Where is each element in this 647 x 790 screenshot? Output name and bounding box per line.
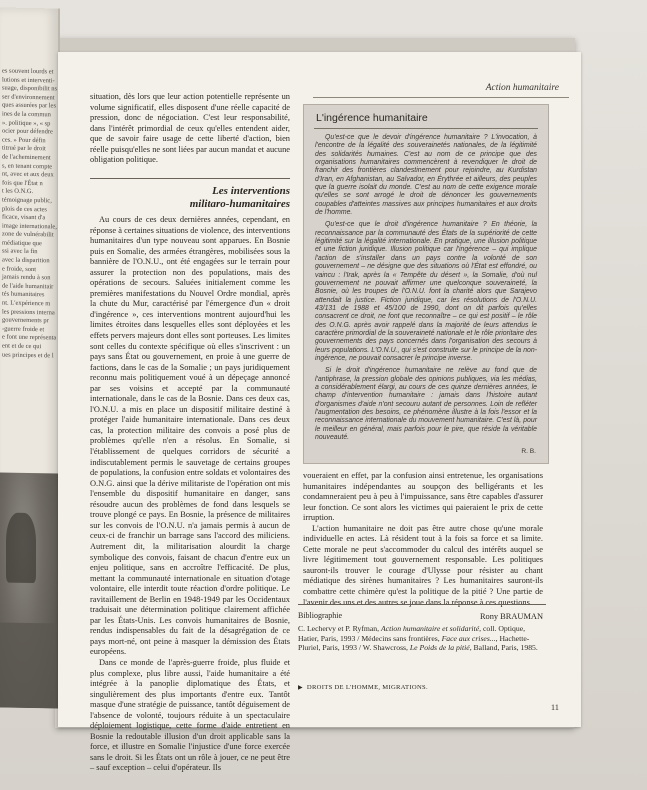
paragraph: Dans ce monde de l'après-guerre froide, plus fluide et plus complexe, plus libre aussi, l'aide humanitaire a été intégrée à la panoplie diplomatique des États, et singulièrement des plus importants d'entre eux. Tantôt masque d'une stratégie de puissance, tantôt déguisement de l'absence de volonté, toujours réduite à un spectaculaire déploiement logistique, cette forme d'aide entretient en Bosnie la redoutable illusion d'un droit applicable sans la force, et illustre en Somalie l'injustice d'une force exercée sans le droit. Si les États ont un rôle à jouer, ce ne peut être – sauf exception – celui d'opérateur. Ils — [90, 657, 290, 773]
box-rule — [314, 128, 538, 129]
left-page-text — [2, 68, 56, 361]
left-page-line: gouvernements pr — [2, 316, 49, 325]
left-page-line: nt. L'expérience m — [2, 299, 51, 308]
left-page-line: ser d'environnement — [2, 93, 55, 102]
left-page-line: s, en tenant compte — [2, 162, 53, 170]
left-page-line: e font une représenta — [2, 333, 57, 342]
left-page-line: image internationale, — [2, 222, 57, 231]
subheading — [90, 185, 290, 210]
bibliography-rule — [298, 604, 546, 605]
left-column-top — [90, 92, 290, 166]
biblio-rest: , Hachette-Pluriel, Paris, 1993 / W. Shawcross, — [298, 633, 530, 653]
section-header: Action humanitaire — [485, 83, 559, 93]
left-page-line: titrué par le droit — [2, 144, 46, 153]
bibliography-list — [298, 624, 546, 653]
cross-reference — [298, 684, 428, 691]
left-page-line: t les O.N.G. — [2, 187, 34, 196]
header-rule — [313, 97, 569, 98]
box-paragraph: Qu'est-ce que le droit d'ingérence humanitaire ? En théorie, la reconnaissance par la communauté des États de la supériorité de cette légitimité sur la légalité internationale. En pratique, une illusion politique et une fiction juridique. Illusion politique car l'ingérence – qui implique l'action de s'installer dans un pays contre la volonté de son gouvernement – ne désigne que des situations où l'État est effondré, ou vaincu : l'Irak, après la « Tempête du désert », la Somalie, d'où nul gouvernement ne pouvait affirmer une quelconque souveraineté, la Bosnie, où les troupes de l'O.N.U. font la charité alors que Sarajevo attendait la justice. Fiction juridique, car les résolutions de l'O.N.U. 43/131 de 1988 et 45/100 de 1990, dont on dit parfois qu'elles consacrent ce droit, ne font que reconnaître – ce qui est positif – le rôle des O.N.G. après avoir rappelé dans la majorité de leurs attendus le caractère primordial de la souveraineté nationale et le rôle prioritaire des gouvernements des pays concernés dans l'organisation des secours à leurs populations. L'O.N.U., qui s'est construite sur le principe de la non-ingérence, ne pouvait consacrer le principe inverse. — [315, 221, 537, 362]
left-page-line: jamais rendu à son — [2, 273, 51, 282]
triangle-arrow-icon: ▶ — [298, 685, 303, 691]
sidebar-box — [303, 104, 549, 464]
left-page-photo — [0, 472, 58, 708]
left-page-line: suage, disponibilit ns — [2, 84, 58, 93]
biblio-work: Action humanitaire et solidarité — [380, 624, 480, 633]
page-number: 11 — [550, 702, 559, 712]
biblio-authors: C. Lechervy et P. Ryfman, — [298, 624, 381, 633]
left-page-line: ficace, visant d'a — [2, 213, 46, 222]
left-page-line: es souvent lourds et — [2, 67, 54, 76]
section-rule — [90, 178, 290, 179]
box-signature: R. B. — [521, 448, 536, 455]
paragraph: L'action humanitaire ne doit pas être autre chose qu'une morale individuelle en actes. Là résident tout à la fois sa force et sa limite. Cette morale ne peut s'accommoder du calcul des intérêts auquel se livre légitimement tout gouvernement responsable. Les politiques sauront-ils trouver le courage d'Ulysse pour résister au chant médiatique des sirènes humanitaires ? Les humanitaires sauront-ils combattre cette chimère qu'est la politique de la pitié ? Une partie de l'avenir des uns et des autres se joue dans la réponse à ces questions. — [303, 523, 543, 607]
subheading-line-1: Les interventions — [212, 185, 290, 197]
paragraph: situation, dès lors que leur action potentielle représente un volume significatif, elles disposent d'une réelle capacité de pression, donc de négociation. C'est leur responsabilité, dans l'intérêt primordial de ceux qu'elles entendent aider, que de savoir faire usage de cette liberté d'action, bien réelle puisqu'elles ne sont liées par aucun mandat et aucune obligation politique. — [90, 92, 290, 165]
left-page-line: ». politique », « sp — [2, 119, 51, 127]
left-page-line: de l'acheminement — [2, 153, 51, 162]
left-page-line: e froide, sont — [2, 265, 37, 273]
left-page-line: ces. » Pour défin — [2, 136, 46, 145]
left-page-line: plois de ces actes — [2, 205, 47, 213]
paragraph: Au cours de ces deux dernières années, cependant, en réponse à certaines situations de violence, des interventions humanitaires d'un type nouveau sont apparues. En Bosnie puis en Somalie, des armées étrangères, mobilisées sous la bannière de l'O.N.U., ont été engagées sur le terrain pour assurer la protection non des populations, mais des opérations de secours. Saluées initialement comme les premières manifestations du Nouvel Ordre mondial, après la chute du Mur, caractérisé par l'émergence d'un « droit d'ingérence », ces interventions montrent aujourd'hui les limites étroites dans lesquelles elles sont déployées et les effets pervers majeurs dont elles sont porteuses. Les limites sont celles du contexte spécifique où elles s'inscrivent : un pays sans État ou gouvernement, en proie à une guerre de factions, dans le cas de la Somalie ; un pays juridiquement reconnu mais politiquement voué à un dépeçage annoncé par ses voisins et accepté par la communauté internationale, dans le cas de la Bosnie. Dans ces deux cas, l'O.N.U. a mis en place un dispositif militaire destiné à protéger l'aide humanitaire internationale. Dans ces deux cas, la protection militaire des convois a posé plus de problèmes qu'elle n'en a résolus. En Somalie, si l'établissement de quelques corridors de sécurité a indiscutablement permis le sauvetage de certains groupes de populations, la confusion entre soldats et volontaires des O.N.G. ainsi que la dérive militariste de l'opération ont mis l'ensemble du dispositif humanitaire en danger, sans résoudre aucun des problèmes de fond dans lesquels se trouve plongé ce pays. En Bosnie, la présence de militaires sur les convois de l'O.N.U. n'a jamais permis à aucun de ceux-ci de franchir un barrage sans l'accord des miliciens. Autrement dit, la militarisation alourdit la charge symbolique des convois, faisant de chacun d'entre eux un enjeu politique, sans en accroître l'efficacité. De plus, mettant la communauté internationale en situation d'otage volontaire, elle interdit toute réaction d'ordre politique. Le ravitaillement de Berlin en 1948-1949 par les Occidentaux traduisait une détermination politique clairement affichée par les États-Unis. Les convois humanitaires de Bosnie, rendus indispensables du fait de la désagrégation de ce pays mort-né, ont peine à masquer la démission des États européens. — [90, 215, 290, 657]
left-page-line: zone de vulnérabilit — [2, 230, 54, 239]
right-column — [303, 471, 543, 621]
left-page-line: médiatique que — [2, 239, 42, 248]
author: Rony BRAUMAN — [479, 612, 543, 622]
left-page-line: ent et de ce qui — [2, 342, 42, 351]
left-page-line: ues principes et de l — [2, 351, 54, 360]
cross-reference-text: DROITS DE L'HOMME, MIGRATIONS. — [306, 684, 428, 691]
left-page-line: avec la disparition — [2, 256, 50, 265]
left-page-line: les pressions interna — [2, 308, 55, 317]
left-page-line: -guerre froide et — [2, 325, 45, 334]
paragraph: voueraient en effet, par la confusion ainsi entretenue, les organisations humanitaires indépendantes au soupçon des belligérants et les condamneraient peu à peu à l'impuissance, sans être capables d'assurer leur fonction. Ce sont alors les victimes qui paieraient le prix de cette irruption. — [303, 471, 543, 523]
left-column-body — [90, 215, 290, 774]
left-page-line: de l'aide humanitair — [2, 282, 54, 291]
box-title: L'ingérence humanitaire — [316, 112, 428, 124]
box-body — [315, 134, 537, 446]
left-page-line: tés humanitaires — [2, 290, 45, 299]
right-page — [58, 52, 581, 773]
left-page-line: ques assurées par les — [2, 101, 56, 110]
left-page-line: ssi avec la fin — [2, 247, 38, 256]
biblio-rest: , coll. Optique, Hatier, Paris, 1993 / Médecins sans frontières, — [298, 624, 526, 643]
bibliography-title: Bibliographie — [298, 611, 342, 620]
left-page-line: ocier pour défendre — [2, 127, 53, 136]
left-page-line: ines de la commun — [2, 110, 51, 119]
left-page-line: nt, avec et aux deux — [2, 170, 54, 179]
box-paragraph: Qu'est-ce que le devoir d'ingérence humanitaire ? L'invocation, à l'encontre de la légalité des souverainetés nationales, de la légitimité des solidarités humaines. C'est au nom de ce principe que des organisations humanitaires commencèrent à revendiquer le droit de franchir des frontières clandestinement pour rejoindre, au Kurdistan d'Iran, en Afghanistan, au Salvador, en Érythrée et ailleurs, des peuples que la guerre isolait du monde. C'est au nom de cette exigence morale qu'elles se sont arrogé le droit de dénoncer les gouvernements coupables d'atteintes massives aux principes humanitaires et aux droits de l'homme. — [315, 134, 537, 217]
left-page-line: fois que l'État n — [2, 179, 43, 187]
subheading-line-2: militaro-humanitaires — [189, 197, 290, 210]
biblio-work: Le Poids de la pitié — [409, 643, 470, 653]
left-page-line: témoignage public, — [2, 196, 52, 205]
biblio-work: Face aux crises... — [441, 633, 496, 643]
left-page-line: lutions et interventi- — [2, 76, 55, 85]
box-paragraph: Si le droit d'ingérence humanitaire ne relève au fond que de l'antiphrase, la pression globale des opinions publiques, via les médias, a considérablement élargi, au cours de ces quinze dernières années, le champ d'intervention humanitaire : jamais dans l'histoire autant d'organismes d'aide n'ont secouru autant de personnes. Loin de refléter l'augmentation des besoins, ce phénomène illustre à la fois l'essor et la reconnaissance internationale du mouvement humanitaire. C'est là, pour le meilleur en général, mais parfois pour le pire, que réside la véritable nouveauté. — [315, 367, 537, 442]
left-page — [0, 7, 60, 708]
biblio-rest: , Balland, Paris, 1985. — [469, 643, 538, 653]
